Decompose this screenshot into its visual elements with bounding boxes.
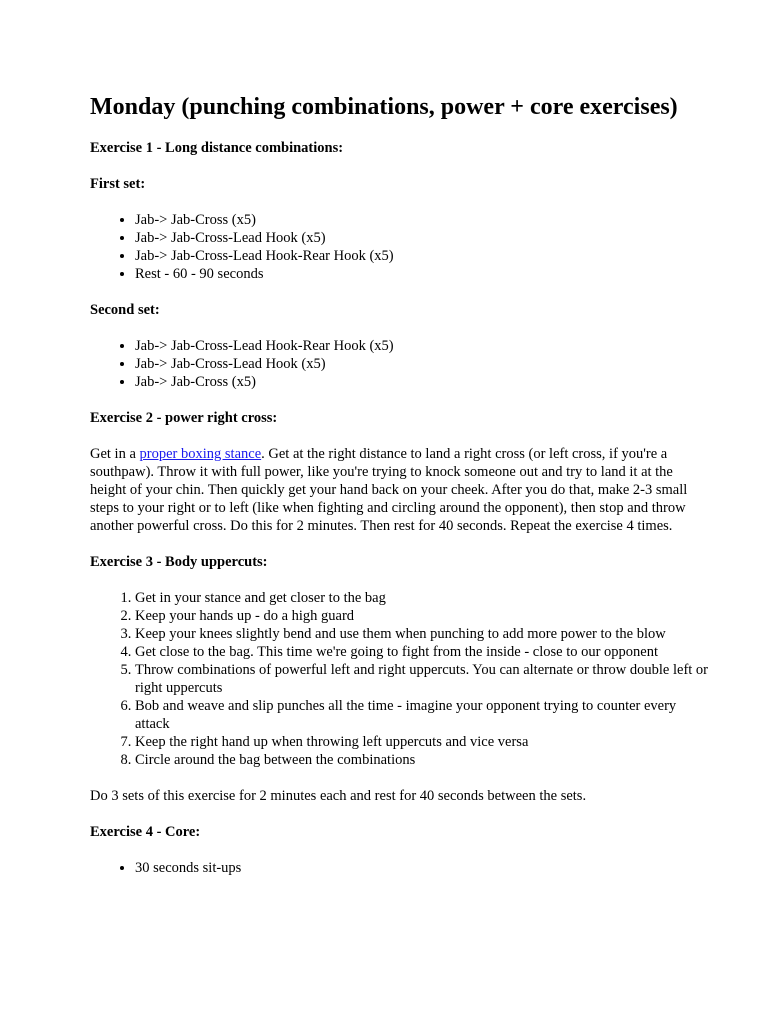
list-item: • Jab-> Jab-Cross (x5) bbox=[135, 373, 708, 391]
list-item: • Jab-> Jab-Cross-Lead Hook (x5) bbox=[135, 355, 708, 373]
exercise-3-steps bbox=[90, 589, 708, 769]
exercise-4-list bbox=[90, 859, 708, 877]
paragraph-text: . Get at the right distance to land a right cross (or left cross, if you're a southpaw). Throw it with full power, like you're trying to knock someone out and try to land it at the height of your chin. Then quickly get your hand back on your cheek. After you do that, make 2-3 small steps to your right or to left (like when fighting and circling around the opponent), then stop and throw another powerful cross. Do this for 2 minutes. Then rest for 40 seconds. Repeat the exercise 4 times. bbox=[90, 446, 688, 534]
list-item: 4. Get close to the bag. This time we're going to fight from the inside - close to our opponent bbox=[135, 643, 708, 661]
list-item: 8. Circle around the bag between the combinations bbox=[135, 751, 708, 769]
first-set-heading: First set: bbox=[90, 176, 146, 192]
first-set-list bbox=[90, 211, 708, 283]
list-item: 1. Get in your stance and get closer to the bag bbox=[135, 589, 708, 607]
list-item: 2. Keep your hands up - do a high guard bbox=[135, 607, 708, 625]
list-item: • Jab-> Jab-Cross-Lead Hook (x5) bbox=[135, 229, 708, 247]
exercise-3-note: Do 3 sets of this exercise for 2 minutes each and rest for 40 seconds between the sets. bbox=[90, 788, 587, 804]
list-item: 3. Keep your knees slightly bend and use them when punching to add more power to the blow bbox=[135, 625, 708, 643]
list-item: 5. Throw combinations of powerful left and right uppercuts. You can alternate or throw double left or right uppercuts bbox=[135, 661, 708, 697]
list-item: • Jab-> Jab-Cross-Lead Hook-Rear Hook (x5) bbox=[135, 247, 708, 265]
list-item: • Rest - 60 - 90 seconds bbox=[135, 265, 708, 283]
exercise-2-paragraph bbox=[90, 445, 708, 535]
list-item: • 30 seconds sit-ups bbox=[135, 859, 708, 877]
list-item: 7. Keep the right hand up when throwing left uppercuts and vice versa bbox=[135, 733, 708, 751]
second-set-list bbox=[90, 337, 708, 391]
exercise-2-heading: Exercise 2 - power right cross: bbox=[90, 410, 278, 426]
second-set-heading: Second set: bbox=[90, 302, 160, 318]
page-title: Monday (punching combinations, power + core exercises) bbox=[90, 94, 678, 120]
exercise-3-heading: Exercise 3 - Body uppercuts: bbox=[90, 554, 268, 570]
exercise-4-heading: Exercise 4 - Core: bbox=[90, 824, 201, 840]
list-item: 6. Bob and weave and slip punches all the time - imagine your opponent trying to counter every attack bbox=[135, 697, 708, 733]
list-item: • Jab-> Jab-Cross (x5) bbox=[135, 211, 708, 229]
exercise-1-heading: Exercise 1 - Long distance combinations: bbox=[90, 140, 344, 156]
boxing-stance-link[interactable]: proper boxing stance bbox=[139, 446, 262, 462]
paragraph-text: Get in a bbox=[90, 446, 140, 462]
list-item: • Jab-> Jab-Cross-Lead Hook-Rear Hook (x5) bbox=[135, 337, 708, 355]
